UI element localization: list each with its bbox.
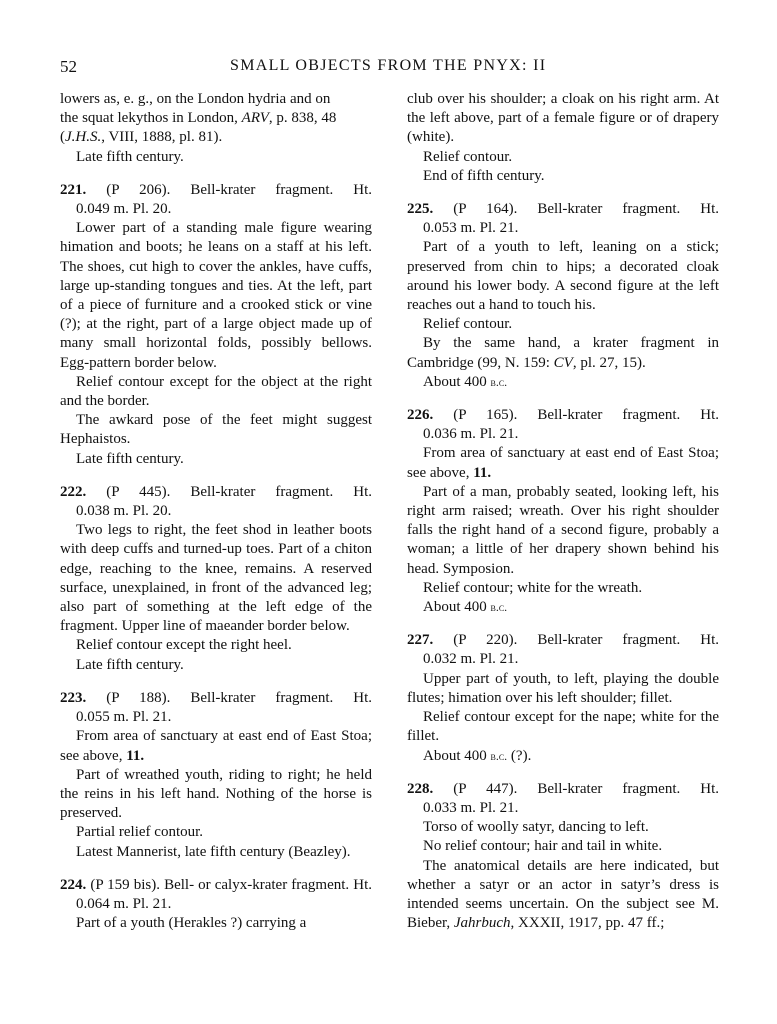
- date-line: Late fifth century.: [76, 656, 184, 673]
- entry-heading: [407, 200, 719, 219]
- dimensions: 0.033 m. Pl. 21.: [423, 799, 519, 816]
- catalog-entry-222: [60, 483, 372, 675]
- text-run: the squat lekythos in London,: [60, 110, 242, 127]
- entry-number: 223.: [60, 689, 87, 706]
- same-hand-note: [407, 334, 719, 372]
- contour-note: Relief contour except for the object at the right and the border.: [60, 373, 372, 410]
- interpretation-note: The awkard pose of the feet might suggest Hephaistos.: [60, 412, 372, 448]
- contour-note: Relief contour except the right heel.: [76, 637, 292, 654]
- inventory-ref: (P 447).: [453, 780, 518, 797]
- entry-number: 222.: [60, 483, 87, 500]
- entry-heading: [407, 780, 719, 799]
- contour-note: Relief contour; white for the wreath.: [423, 579, 643, 596]
- catalog-entry-221: [60, 181, 372, 469]
- entry-number: 228.: [407, 780, 434, 797]
- text-run: About 400: [423, 747, 491, 764]
- date-line: [407, 373, 719, 392]
- date-line: Late fifth century.: [76, 450, 184, 467]
- description: Part of a youth to left, leaning on a stick; preserved from chin to hips; a decorated cloak around his lower body. A second figure at the left reaches out a hand to touch his.: [407, 239, 719, 314]
- inventory-ref: (P 220).: [453, 632, 518, 649]
- continuation-line: lowers as, e. g., on the London hydria and on: [60, 91, 331, 107]
- object-type: Bell-krater fragment.: [537, 780, 681, 797]
- era-abbrev: b.c.: [490, 748, 508, 763]
- entry-number: 221.: [60, 181, 87, 198]
- height-label: Ht.: [700, 632, 720, 649]
- italic-ref: ARV: [241, 110, 269, 127]
- catalog-entry-224: [60, 876, 372, 934]
- height-label: Ht.: [353, 181, 373, 198]
- object-type: Bell-krater fragment.: [537, 407, 681, 424]
- catalog-entry-226: [407, 406, 719, 617]
- text-run: , VIII, 1888, pl. 81).: [101, 129, 223, 146]
- catalog-entry-223: [60, 689, 372, 862]
- running-head: SMALL OBJECTS FROM THE PNYX: II: [230, 57, 547, 74]
- entry-heading-text: (P 159 bis). Bell- or calyx-krater fragment. Ht. 0.064 m. Pl. 21.: [76, 876, 372, 912]
- italic-ref: Jahrbuch: [453, 915, 511, 932]
- date-line: [407, 747, 719, 766]
- entry-heading: [407, 406, 719, 425]
- text-run: About 400: [423, 373, 491, 390]
- text-run: From area of sanctuary at east end of East Stoa; see above,: [60, 728, 372, 764]
- entry-number: 224.: [60, 876, 87, 893]
- object-type: Bell-krater fragment.: [537, 201, 681, 218]
- description: club over his shoulder; a cloak on his right arm. At the left above, part of a female figure or of drapery (white).: [407, 91, 719, 146]
- dimensions: 0.053 m. Pl. 21.: [423, 220, 519, 237]
- contour-note: Relief contour except for the nape; white for the fillet.: [407, 709, 719, 745]
- text-run: From area of sanctuary at east end of East Stoa; see above,: [407, 445, 719, 481]
- catalog-entry-227: [407, 631, 719, 765]
- description: Torso of woolly satyr, dancing to left.: [423, 819, 649, 836]
- date-line: [407, 598, 719, 617]
- entry-heading: [60, 181, 372, 200]
- entry-heading: [60, 483, 372, 502]
- entry-number: 226.: [407, 407, 434, 424]
- provenance: [407, 444, 719, 482]
- text-run: By the same hand, a krater fragment in Cambridge (99, N. 159:: [407, 335, 719, 371]
- left-column: [60, 90, 372, 947]
- entry-number: 225.: [407, 201, 434, 218]
- contour-note: Relief contour.: [423, 148, 513, 165]
- inventory-ref: (P 188).: [106, 689, 171, 706]
- text-run: , p. 838, 48: [268, 110, 337, 127]
- description: Lower part of a standing male figure wearing himation and boots; he leans on a staff at his left. The shoes, cut high to cover the ankles, have cuffs, large up-standing tongues and ties. At the left, part of a piece of furniture and a crooked stick or vine (?); at the right, part of a large object made up of many small horizontal folds, possibly bellows. Egg-pattern border below.: [60, 220, 372, 371]
- entry-heading: [407, 631, 719, 650]
- catalog-entry-228: [407, 780, 719, 934]
- description: Part of wreathed youth, riding to right; he held the reins in his left hand. Nothing of the horse is preserved.: [60, 766, 372, 822]
- text-run: , XXXII, 1917, pp. 47 ff.;: [510, 915, 665, 932]
- cross-reference: 11.: [126, 747, 145, 764]
- object-type: Bell-krater fragment.: [190, 483, 334, 500]
- dimensions: 0.049 m. Pl. 20.: [76, 201, 172, 218]
- date-line: Late fifth century.: [76, 148, 184, 165]
- dimensions: 0.036 m. Pl. 21.: [423, 426, 519, 443]
- date-line: Latest Mannerist, late fifth century (Beazley).: [76, 843, 351, 860]
- dimensions: 0.032 m. Pl. 21.: [423, 651, 519, 668]
- description: Part of a youth (Herakles ?) carrying a: [76, 915, 307, 932]
- contour-note: Partial relief contour.: [76, 824, 204, 841]
- description: Two legs to right, the feet shod in leather boots with deep cuffs and turned-up toes. Part of a chiton edge, reaching to the knee, remains. A reserved surface, unexplained, in front of the advanced leg; also part of something at the left edge of the fragment. Upper line of maeander border below.: [60, 522, 372, 635]
- interpretation-note: [407, 857, 719, 934]
- inventory-ref: (P 165).: [453, 407, 518, 424]
- object-type: Bell-krater fragment.: [190, 689, 334, 706]
- object-type: Bell-krater fragment.: [190, 181, 334, 198]
- date-line: End of fifth century.: [423, 167, 545, 184]
- text-run: , pl. 27, 15).: [572, 354, 646, 371]
- italic-ref: CV: [553, 354, 573, 371]
- text-run: About 400: [423, 599, 491, 616]
- text-run: (?).: [507, 747, 532, 764]
- era-abbrev: b.c.: [490, 600, 508, 615]
- continuation-entry: [60, 90, 372, 167]
- continuation-line: [60, 128, 372, 147]
- description: Upper part of youth, to left, playing the double flutes; himation over his left shoulder; fillet.: [407, 670, 719, 706]
- entry-heading: [60, 689, 372, 708]
- object-type: Bell-krater fragment.: [537, 632, 681, 649]
- dimensions: 0.055 m. Pl. 21.: [76, 709, 172, 726]
- height-label: Ht.: [700, 201, 720, 218]
- height-label: Ht.: [700, 407, 720, 424]
- page-number: 52: [60, 57, 77, 76]
- height-label: Ht.: [353, 483, 373, 500]
- text-run: (: [60, 129, 65, 146]
- catalog-entry-225: [407, 200, 719, 392]
- inventory-ref: (P 206).: [106, 181, 171, 198]
- height-label: Ht.: [353, 689, 373, 706]
- dimensions: 0.038 m. Pl. 20.: [76, 503, 172, 520]
- era-abbrev: b.c.: [490, 374, 508, 389]
- inventory-ref: (P 445).: [106, 483, 171, 500]
- height-label: Ht.: [700, 780, 720, 797]
- continuation-entry-224: [407, 90, 719, 186]
- text-run: The anatomical details are here indicated, but whether a satyr or an actor in satyr’s dress is intended seems uncertain. On the subject see M. Bieber,: [407, 857, 719, 932]
- entry-heading: [60, 876, 372, 914]
- description: Part of a man, probably seated, looking left, his right arm raised; wreath. Over his right shoulder falls the right hand of a second figure, probably a woman; a little of her drapery shown behind his head. Symposion.: [407, 483, 719, 577]
- continuation-line: [60, 109, 372, 128]
- contour-note: Relief contour.: [423, 316, 513, 333]
- entry-number: 227.: [407, 632, 434, 649]
- provenance: [60, 727, 372, 765]
- cross-reference: 11.: [473, 464, 492, 481]
- contour-note: No relief contour; hair and tail in white.: [423, 838, 663, 855]
- italic-ref: J.H.S.: [65, 129, 102, 146]
- inventory-ref: (P 164).: [453, 201, 518, 218]
- right-column: [407, 90, 719, 947]
